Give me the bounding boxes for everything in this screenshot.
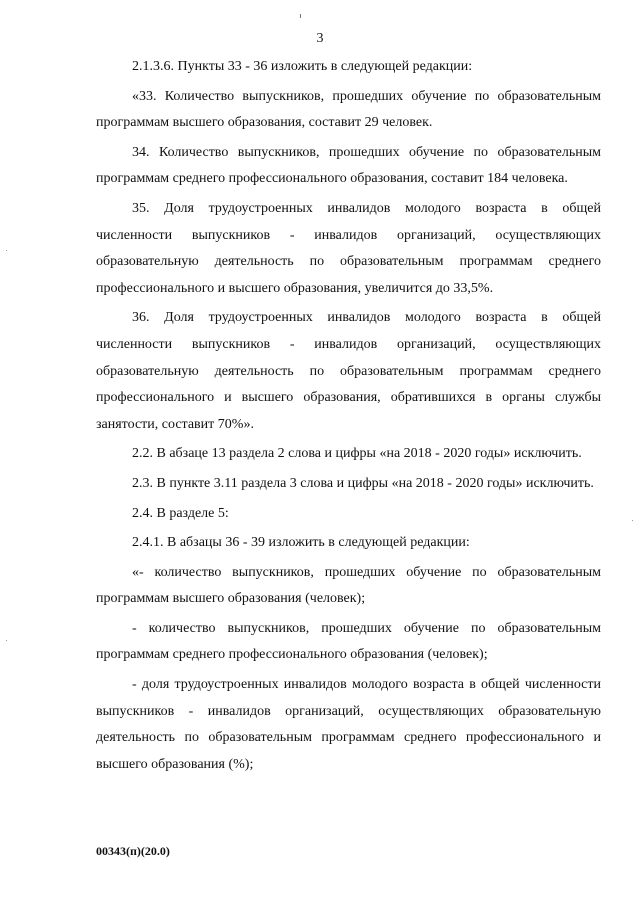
list-item-employed-disabled: - доля трудоустроенных инвалидов молодого возраста в общей численности выпускников - инвалидов организаций, осуществляющих образовательную деятельность по образовательным программам среднего профессионального и высшего образования (%); <box>96 677 601 772</box>
paragraph-item-33: «33. Количество выпускников, прошедших обучение по образовательным программам высшего образования, составит 29 человек. <box>96 88 601 131</box>
list-item-graduates-secondary: - количество выпускников, прошедших обучение по образовательным программам среднего профессионального образования (человек); <box>96 620 601 663</box>
paragraph-2-1-3-6: 2.1.3.6. Пункты 33 - 36 изложить в следующей редакции: <box>132 59 473 74</box>
paragraph-2-4-1: 2.4.1. В абзацы 36 - 39 изложить в следующей редакции: <box>132 535 470 551</box>
document-body <box>96 54 601 781</box>
scan-mark <box>300 14 301 18</box>
document-code: 00343(п)(20.0) <box>96 844 170 858</box>
paragraph-item-35: 35. Доля трудоустроенных инвалидов молодого возраста в общей численности выпускников - инвалидов организаций, осуществляющих образовательную деятельность по образовательным программам среднего профессионального и высшего образования, увеличится до 33,5%. <box>96 200 601 296</box>
paragraph-2-3: 2.3. В пункте 3.11 раздела 3 слова и цифры «на 2018 - 2020 годы» исключить. <box>132 475 594 491</box>
paragraph-item-36: 36. Доля трудоустроенных инвалидов молодого возраста в общей численности выпускников - инвалидов организаций, осуществляющих образовательную деятельность по образовательным программам среднего профессионального и высшего образования, обратившихся в органы службы занятости, составит 70%». <box>96 310 601 432</box>
scan-speck <box>6 250 7 251</box>
paragraph-2-4: 2.4. В разделе 5: <box>132 505 229 521</box>
scan-speck <box>632 520 633 521</box>
list-item-graduates-higher: «- количество выпускников, прошедших обучение по образовательным программам высшего образования (человек); <box>96 564 601 607</box>
scan-speck <box>6 640 7 641</box>
paragraph-item-34: 34. Количество выпускников, прошедших обучение по образовательным программам среднего профессионального образования, составит 184 человека. <box>96 144 601 187</box>
page-number: 3 <box>316 31 324 46</box>
paragraph-2-2: 2.2. В абзаце 13 раздела 2 слова и цифры «на 2018 - 2020 годы» исключить. <box>132 446 582 462</box>
